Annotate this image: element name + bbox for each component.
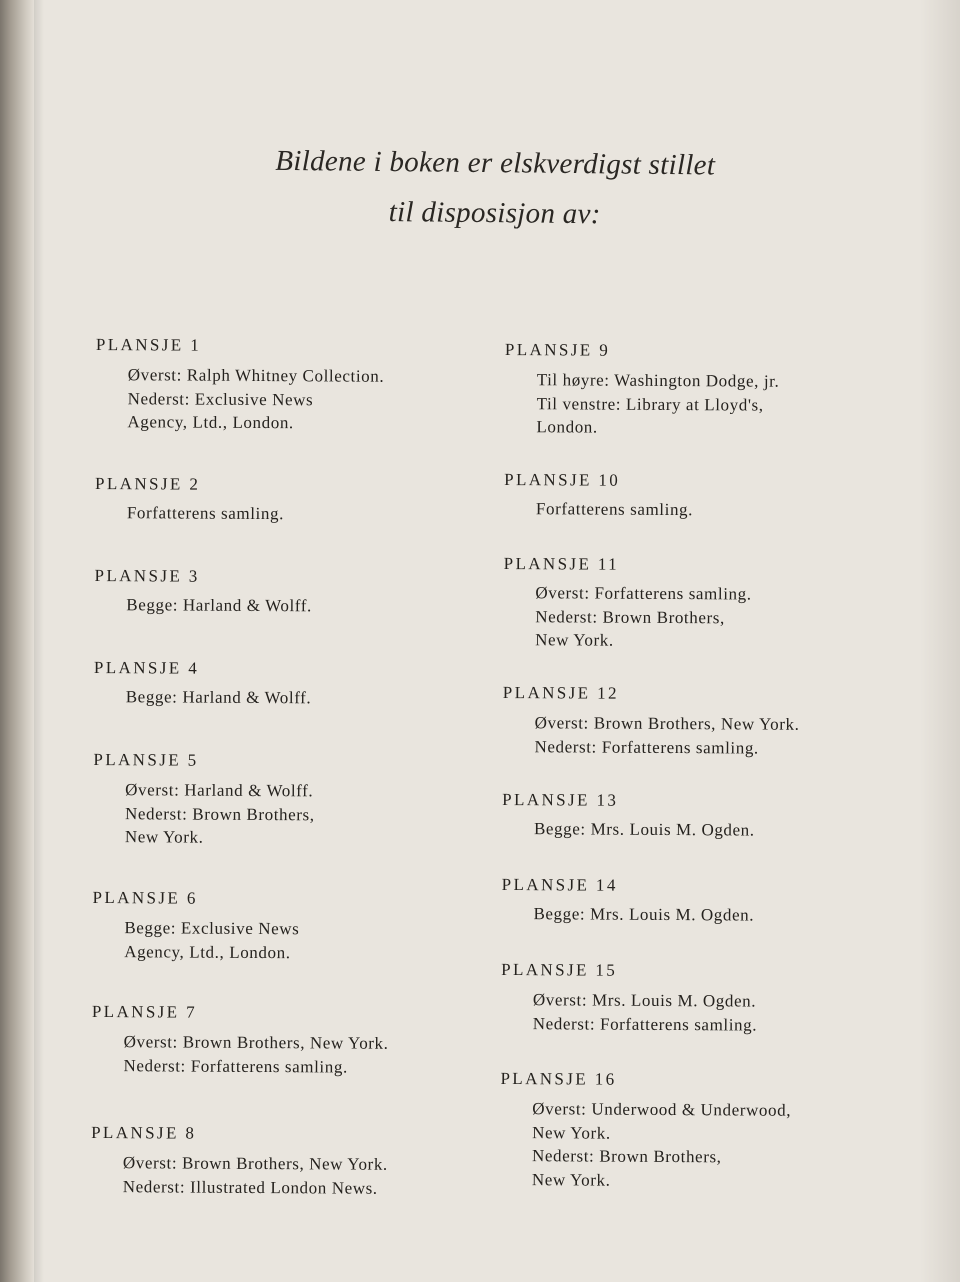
plate-label: PLANSJE 8 (91, 1122, 197, 1143)
credit-line: Øverst: Brown Brothers, New York. (122, 1153, 388, 1174)
credit-line: Øverst: Brown Brothers, New York. (123, 1032, 389, 1053)
credit-line: Begge: Exclusive News (124, 918, 300, 939)
page-heading (0, 133, 960, 243)
credit-line: Agency, Ltd., London. (124, 941, 291, 962)
credit-line: New York. (124, 827, 204, 847)
credit-line: Nederst: Brown Brothers, (535, 606, 725, 627)
plate-label: PLANSJE 5 (93, 749, 199, 770)
credit-line: Øverst: Forfatterens samling. (535, 583, 752, 604)
heading-line-1: Bildene i boken er elskverdigst stillet (275, 144, 716, 182)
credit-line: Begge: Mrs. Louis M. Ogden. (533, 904, 755, 925)
credit-line: Øverst: Brown Brothers, New York. (534, 713, 800, 734)
credit-line: Øverst: Underwood & Underwood, (532, 1099, 792, 1120)
plate-label: PLANSJE 15 (501, 959, 618, 980)
credits-column-right (500, 338, 905, 1190)
credit-line: Til venstre: Library at Lloyd's, (536, 393, 764, 415)
credit-line: Nederst: Forfatterens samling. (532, 1013, 758, 1035)
plate-entry-16 (500, 1067, 792, 1193)
plate-label: PLANSJE 10 (504, 469, 621, 490)
credit-line: New York. (535, 630, 614, 650)
plate-label: PLANSJE 14 (501, 874, 618, 895)
credit-line: Begge: Mrs. Louis M. Ogden. (533, 819, 755, 840)
plate-label: PLANSJE 12 (502, 682, 619, 703)
plate-entry-5 (93, 748, 315, 850)
plate-entry-3 (94, 564, 312, 618)
plate-label: PLANSJE 2 (95, 473, 201, 494)
plate-label: PLANSJE 11 (503, 553, 620, 574)
credit-line: London. (536, 417, 598, 437)
plate-entry-12 (502, 681, 799, 760)
plate-entry-6 (92, 886, 299, 964)
credit-line: Begge: Harland & Wolff. (125, 687, 312, 708)
credit-line: Nederst: Exclusive News (127, 388, 314, 409)
plate-label: PLANSJE 16 (500, 1068, 617, 1089)
plate-label: PLANSJE 9 (504, 339, 611, 360)
plate-label: PLANSJE 13 (502, 789, 619, 810)
plate-label: PLANSJE 6 (92, 887, 198, 908)
heading-line-2: til disposisjon av: (388, 196, 601, 231)
credit-line: Øverst: Harland & Wolff. (125, 780, 314, 801)
plate-entry-14 (501, 873, 754, 927)
credit-line: Nederst: Illustrated London News. (122, 1176, 378, 1198)
plate-entry-2 (95, 472, 284, 526)
plate-label: PLANSJE 1 (95, 334, 202, 355)
credit-line: Begge: Harland & Wolff. (126, 595, 312, 616)
credit-line: Agency, Ltd., London. (127, 412, 294, 433)
plate-entry-7 (91, 1000, 388, 1079)
plate-entry-11 (503, 552, 752, 653)
plate-entry-10 (504, 468, 693, 522)
credit-line: Nederst: Forfatterens samling. (123, 1055, 348, 1077)
credit-line: Øverst: Ralph Whitney Collection. (127, 365, 385, 386)
plate-label: PLANSJE 3 (94, 565, 200, 586)
plate-entry-13 (502, 788, 755, 842)
plate-entry-8 (91, 1121, 388, 1200)
credit-line: Til høyre: Washington Dodge, jr. (536, 370, 780, 391)
credit-line: Øverst: Mrs. Louis M. Ogden. (532, 990, 757, 1011)
plate-entry-9 (504, 338, 779, 440)
plate-entry-4 (94, 656, 312, 710)
credit-line: Nederst: Forfatterens samling. (534, 736, 759, 758)
credit-line: Nederst: Brown Brothers, (531, 1146, 722, 1167)
credit-line: Forfatterens samling. (126, 503, 285, 524)
plate-entry-15 (501, 958, 758, 1037)
plate-label: PLANSJE 7 (91, 1001, 198, 1022)
credit-line: New York. (532, 1122, 611, 1143)
plate-label: PLANSJE 4 (93, 657, 200, 678)
credit-line: New York. (531, 1169, 611, 1190)
credit-line: Nederst: Brown Brothers, (125, 803, 315, 824)
credits-column-left (91, 333, 496, 1198)
plate-entry-1 (95, 333, 384, 435)
credit-line: Forfatterens samling. (535, 499, 694, 520)
